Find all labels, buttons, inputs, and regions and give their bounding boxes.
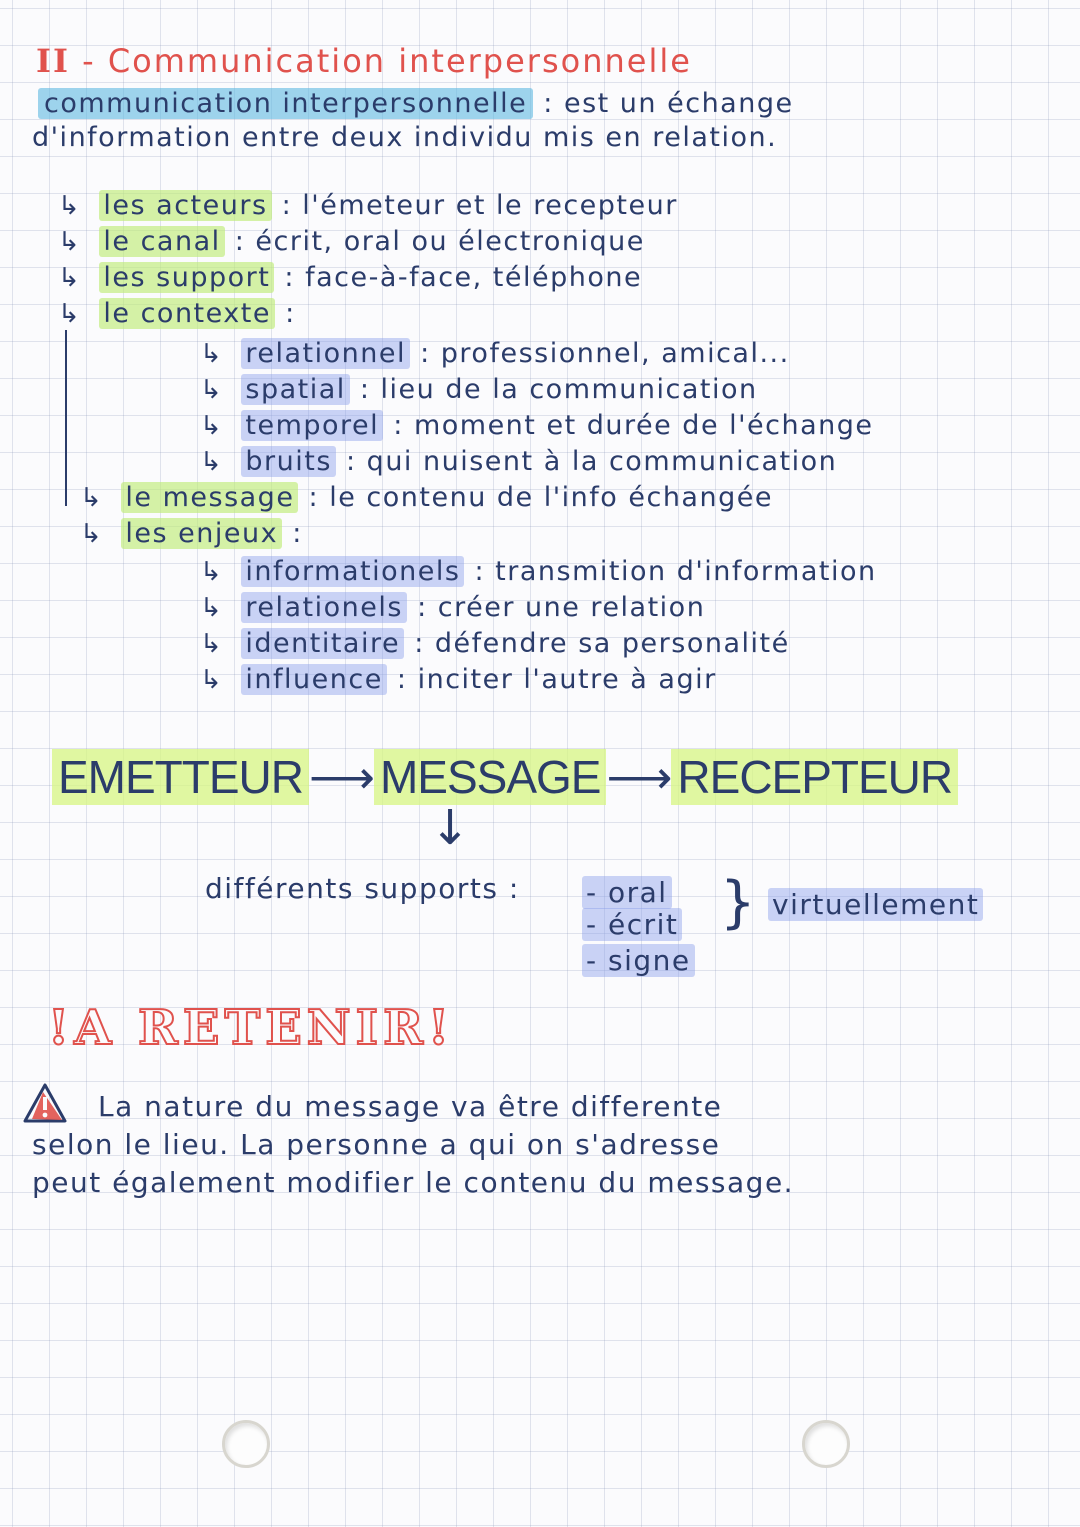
flow-arrow-icon: ⟶ — [309, 751, 374, 803]
definition-line-2: d'information entre deux individu mis en relation. — [32, 122, 778, 153]
item-label: le contexte — [99, 298, 275, 329]
enjeux-informationels — [200, 556, 877, 587]
flow-recepteur: RECEPTEUR — [671, 749, 958, 805]
item-text: : moment et durée de l'échange — [393, 410, 874, 441]
list-item-acteurs — [58, 190, 678, 221]
item-text: : inciter l'autre à agir — [396, 664, 717, 695]
communication-flow — [52, 750, 958, 804]
binder-hole — [222, 1420, 270, 1468]
item-label: le message — [121, 482, 298, 513]
supports-label: différents supports : — [205, 872, 520, 905]
tree-line — [65, 330, 67, 506]
enjeux-relationels — [200, 592, 705, 623]
note-line-1: La nature du message va être differente — [98, 1090, 723, 1123]
hook-arrow-icon: ↳ — [200, 339, 224, 369]
support-signe: - signe — [582, 944, 695, 977]
hook-arrow-icon: ↳ — [200, 629, 224, 659]
section-title-text: - Communication interpersonnelle — [82, 42, 692, 80]
item-label: informationels — [241, 556, 464, 587]
contexte-temporel — [200, 410, 874, 441]
contexte-spatial — [200, 374, 758, 405]
hook-arrow-icon: ↳ — [200, 557, 224, 587]
item-text: : l'émeteur et le recepteur — [281, 190, 678, 221]
contexte-relationnel — [200, 338, 790, 369]
item-label: les enjeux — [121, 518, 282, 549]
list-item-canal — [58, 226, 645, 257]
list-item-message — [80, 482, 773, 513]
definition-rest: : est un échange — [543, 88, 794, 119]
hook-arrow-icon: ↳ — [200, 593, 224, 623]
item-text: : — [292, 518, 303, 549]
hook-arrow-icon: ↳ — [200, 447, 224, 477]
item-label: les support — [99, 262, 274, 293]
list-item-enjeux — [80, 518, 303, 549]
flow-arrow-icon: ⟶ — [606, 751, 672, 803]
item-label: identitaire — [241, 628, 404, 659]
hook-arrow-icon: ↳ — [200, 411, 224, 441]
note-line-3: peut également modifier le contenu du message. — [32, 1166, 795, 1199]
item-text: : face-à-face, téléphone — [284, 262, 643, 293]
support-ecrit: - écrit — [582, 908, 682, 941]
contexte-bruits — [200, 446, 837, 477]
hook-arrow-icon: ↳ — [58, 263, 82, 293]
definition-term: communication interpersonnelle — [38, 88, 533, 119]
item-text: : — [285, 298, 296, 329]
hook-arrow-icon: ↳ — [200, 375, 224, 405]
list-item-support — [58, 262, 642, 293]
hook-arrow-icon: ↳ — [58, 299, 82, 329]
section-number: II — [36, 42, 70, 80]
note-line-2: selon le lieu. La personne a qui on s'adresse — [32, 1128, 721, 1161]
hook-arrow-icon: ↳ — [80, 519, 104, 549]
item-label: le canal — [99, 226, 224, 257]
enjeux-identitaire — [200, 628, 790, 659]
item-text: : le contenu de l'info échangée — [308, 482, 773, 513]
item-label: relationels — [241, 592, 407, 623]
item-text: : écrit, oral ou électronique — [234, 226, 645, 257]
item-label: les acteurs — [99, 190, 271, 221]
item-label: bruits — [241, 446, 336, 477]
warning-icon — [22, 1082, 68, 1128]
item-label: temporel — [241, 410, 383, 441]
list-item-contexte — [58, 298, 296, 329]
section-title — [36, 42, 692, 80]
item-text: : professionnel, amical... — [420, 338, 790, 369]
definition-line-1 — [38, 88, 794, 119]
item-text: : lieu de la communication — [359, 374, 758, 405]
item-label: relationnel — [241, 338, 410, 369]
item-label: spatial — [241, 374, 349, 405]
supports-virtuellement: virtuellement — [768, 888, 983, 921]
hook-arrow-icon: ↳ — [58, 191, 82, 221]
flow-emetteur: EMETTEUR — [52, 749, 309, 805]
brace-icon: } — [720, 870, 756, 935]
down-arrow-icon: ↓ — [430, 800, 471, 856]
item-text: : transmition d'information — [474, 556, 877, 587]
binder-hole — [802, 1420, 850, 1468]
retenir-heading: !A RETENIR! — [48, 1000, 455, 1056]
support-oral: - oral — [582, 876, 672, 909]
hook-arrow-icon: ↳ — [58, 227, 82, 257]
hook-arrow-icon: ↳ — [200, 665, 224, 695]
item-label: influence — [241, 664, 386, 695]
item-text: : qui nuisent à la communication — [346, 446, 838, 477]
enjeux-influence — [200, 664, 717, 695]
hook-arrow-icon: ↳ — [80, 483, 104, 513]
flow-message: MESSAGE — [374, 749, 607, 805]
item-text: : créer une relation — [417, 592, 706, 623]
item-text: : défendre sa personalité — [414, 628, 790, 659]
